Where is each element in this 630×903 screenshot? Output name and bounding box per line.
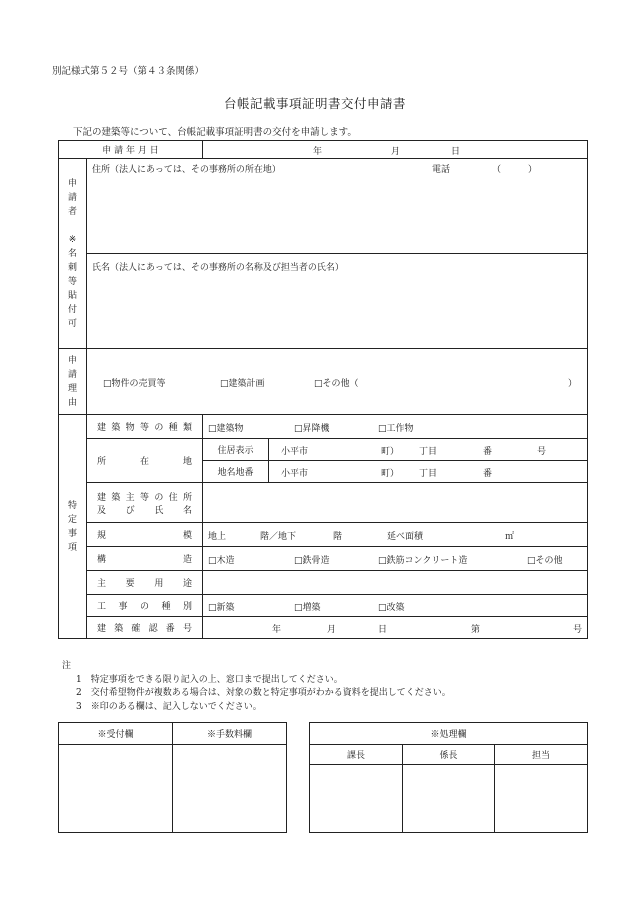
- confirm-day: 日: [378, 624, 388, 635]
- reason-option-other[interactable]: □その他（: [314, 378, 359, 389]
- processing-table: [309, 722, 588, 833]
- location-lot-field[interactable]: [269, 461, 588, 483]
- owner-label: 建築主等の住所 及 び 氏 名: [87, 483, 203, 523]
- work-type-row: [59, 595, 588, 617]
- work-option-extension[interactable]: □増築: [294, 602, 321, 613]
- structure-label: 構 造: [87, 547, 203, 571]
- processing-header: ※処理欄: [310, 723, 588, 745]
- owner-field[interactable]: [203, 483, 588, 523]
- location-chome: 丁目: [419, 446, 438, 457]
- use-field[interactable]: [203, 571, 588, 595]
- structure-option-other[interactable]: □その他: [527, 555, 563, 566]
- location-kind-residence: 住居表示: [203, 439, 269, 461]
- use-row: [59, 571, 588, 595]
- applicant-address-row: [59, 159, 588, 254]
- lot-city: 小平市: [281, 468, 309, 479]
- application-form-table: [58, 140, 588, 639]
- confirm-dai: 第: [471, 624, 481, 635]
- reason-side-label: 申 請 理 由: [59, 349, 87, 415]
- role-staff: 担当: [495, 745, 588, 765]
- date-year-label: 年: [313, 146, 323, 157]
- lot-town: 町）: [381, 468, 400, 479]
- date-day-label: 日: [451, 146, 461, 157]
- reason-close-paren: ）: [568, 378, 578, 389]
- work-type-field: [203, 595, 588, 617]
- notes-heading: 注: [62, 661, 72, 671]
- scale-area: 延べ面積: [387, 531, 424, 542]
- document-title: 台帳記載事項証明書交付申請書: [223, 96, 406, 111]
- application-date-row: [59, 141, 588, 159]
- scale-floors-below: 階／地下: [260, 531, 297, 542]
- owner-row: [59, 483, 588, 523]
- phone-paren: （ ）: [492, 165, 538, 175]
- applicant-address-field[interactable]: [87, 159, 588, 254]
- structure-option-rc[interactable]: □鉄筋コンクリート造: [378, 555, 468, 566]
- applicant-name-field[interactable]: [87, 254, 588, 349]
- note-item-3: 3 ※印のある欄は、記入しないでください。: [76, 701, 262, 712]
- notes-section: [62, 660, 451, 714]
- application-date-label: 申 請 年 月 日: [59, 141, 203, 159]
- location-go: 号: [537, 446, 547, 457]
- location-kind-lot: 地名地番: [203, 461, 269, 483]
- location-row-residence: [59, 439, 588, 461]
- location-city: 小平市: [281, 446, 309, 457]
- reception-box: [59, 745, 173, 833]
- fee-box: [173, 745, 287, 833]
- specific-side-label: 特 定 事 項: [59, 415, 87, 639]
- scale-row: [59, 523, 588, 547]
- reason-option-sale[interactable]: □物件の売買等: [103, 378, 166, 389]
- note-item-2: 2 交付希望物件が複数ある場合は、対象の数と特定事項がわかる資料を提出してください。: [76, 688, 451, 698]
- building-type-field: [203, 415, 588, 439]
- work-type-label: 工 事 の 種 別: [87, 595, 203, 617]
- type-option-building[interactable]: □建築物: [208, 423, 244, 434]
- applicant-name-row: [59, 254, 588, 349]
- intro-text: 下記の建築等について、台帳記載事項証明書の交付を申請します。: [73, 127, 357, 138]
- scale-floors: 階: [333, 531, 343, 542]
- role-subsection-chief: 係長: [403, 745, 495, 765]
- confirm-year: 年: [272, 624, 282, 635]
- location-town: 町）: [381, 446, 400, 457]
- fee-header: ※手数料欄: [173, 723, 287, 745]
- name-label: 氏名（法人にあっては、その事務所の名称及び担当者の氏名）: [92, 263, 344, 273]
- type-option-structure[interactable]: □工作物: [378, 423, 414, 434]
- building-type-row: [59, 415, 588, 439]
- stamp-section-chief: [310, 765, 403, 833]
- confirm-number-label: 建築確認番号: [87, 617, 203, 639]
- structure-option-steel[interactable]: □鉄骨造: [294, 555, 330, 566]
- type-option-elevator[interactable]: □昇降機: [294, 423, 330, 434]
- reason-option-plan[interactable]: □建築計画: [220, 378, 265, 389]
- role-section-chief: 課長: [310, 745, 403, 765]
- location-residence-field[interactable]: [269, 439, 588, 461]
- note-item-1: 1 特定事項をできる限り記入の上、窓口まで提出してください。: [76, 674, 343, 685]
- reason-field: [87, 349, 588, 415]
- stamp-staff: [495, 765, 588, 833]
- lot-chome: 丁目: [419, 468, 438, 479]
- scale-above: 地上: [208, 531, 227, 542]
- lot-ban: 番: [483, 468, 493, 479]
- location-ban: 番: [483, 446, 493, 457]
- date-month-label: 月: [391, 146, 401, 157]
- scale-label: 規 模: [87, 523, 203, 547]
- reception-fee-table: [58, 722, 287, 833]
- confirm-number-row: [59, 617, 588, 639]
- form-number: 別記様式第５２号（第４３条関係）: [52, 66, 205, 77]
- building-type-label: 建築物等の種類: [87, 415, 203, 439]
- work-option-rebuild[interactable]: □改築: [378, 602, 405, 613]
- work-option-new[interactable]: □新築: [208, 602, 235, 613]
- phone-label: 電話: [432, 165, 451, 175]
- address-label: 住所（法人にあっては、その事務所の所在地）: [92, 165, 281, 175]
- structure-row: [59, 547, 588, 571]
- applicant-side-label: 申 請 者 ※ 名 刺 等 貼 付 可: [59, 159, 87, 349]
- confirm-go: 号: [573, 624, 583, 635]
- confirm-number-field[interactable]: [203, 617, 588, 639]
- confirm-month: 月: [327, 624, 337, 635]
- use-label: 主 要 用 途: [87, 571, 203, 595]
- structure-field: [203, 547, 588, 571]
- scale-field[interactable]: [203, 523, 588, 547]
- reception-header: ※受付欄: [59, 723, 173, 745]
- location-label: 所 在 地: [87, 439, 203, 483]
- stamp-subsection-chief: [403, 765, 495, 833]
- application-date-field[interactable]: [203, 141, 588, 159]
- structure-option-wood[interactable]: □木造: [208, 555, 235, 566]
- scale-unit: ㎡: [505, 531, 515, 542]
- reason-row: [59, 349, 588, 415]
